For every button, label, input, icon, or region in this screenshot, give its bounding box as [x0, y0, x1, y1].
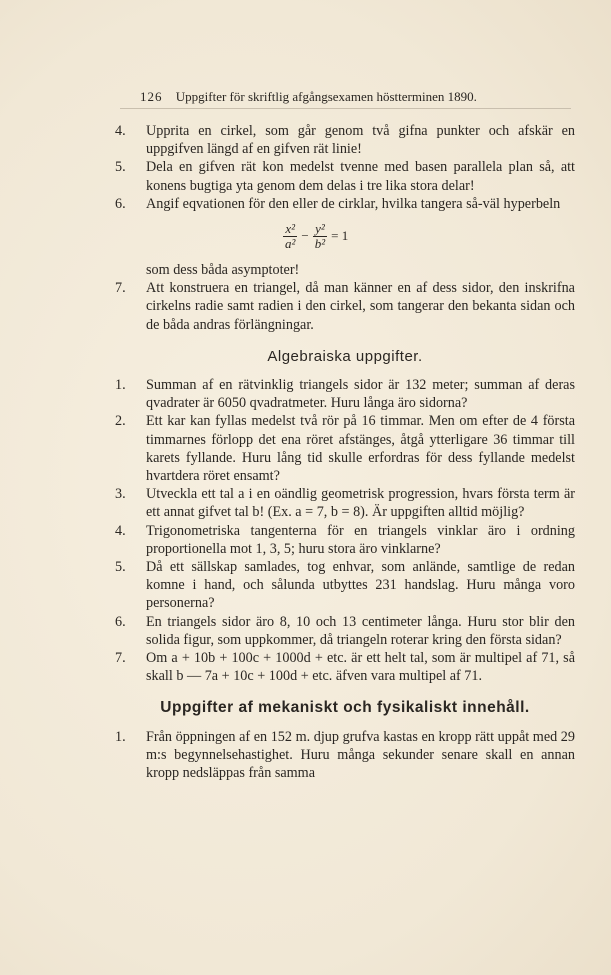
a-squared: a²	[285, 235, 296, 251]
x-fraction	[283, 222, 297, 251]
problem-number: 1.	[115, 377, 126, 394]
problem-item	[115, 376, 575, 412]
mechanics-heading: Uppgifter af mekaniskt och fysikaliskt innehåll.	[160, 699, 530, 717]
algebra-heading: Algebraiska uppgifter.	[267, 347, 423, 365]
running-header	[140, 89, 560, 105]
problem-text: Att konstruera en triangel, då man känner en af dess sidor, den inskrifna cirkelns radie samt radien i den cirkel, som tangerar den bekanta sidan och de båda andras förlängningar.	[146, 280, 575, 333]
problem-text: Ett kar kan fyllas medelst två rör på 16 timmar. Men om efter de 4 första timmarnes förlopp det ena röret afstänges, åtgå ytterligare 36 timmar till karets fyllande. Huru lång tid skulle erfordras för dess fyllande medelst hvartdera röret ensamt?	[146, 413, 575, 485]
problem-text: Från öppningen af en 152 m. djup grufva kastas en kropp rätt uppåt med 29 m:s begynnelsehastighet. Huru många sekunder senare skall en annan kropp nedsläppas från samma	[146, 728, 575, 782]
problem-number: 3.	[115, 486, 126, 503]
problem-number: 6.	[115, 613, 126, 630]
problem-number: 5.	[115, 559, 126, 576]
problem-item	[115, 558, 575, 613]
problem-number: 2.	[115, 413, 126, 430]
problem-text: Då ett sällskap samlades, tog enhvar, som anlände, samtlige de redan komne i hand, och sålunda utbyttes 231 handslag. Huru många voro personerna?	[146, 559, 575, 612]
problem-item	[115, 522, 575, 558]
x-squared: x²	[285, 220, 296, 236]
problem-text: Summan af en rätvinklig triangels sidor är 132 meter; summan af deras qvadrater är 6050 qvadratmeter. Huru långa äro sidorna?	[146, 377, 575, 412]
problem-text: Angif eqvationen för den eller de cirklar, hvilka tangera så-väl hyperbeln	[146, 195, 561, 212]
problem-number: 5.	[115, 159, 126, 176]
problem-text: Om a + 10b + 100c + 1000d + etc. är ett helt tal, som är multipel af 71, så skall b — 7a + 10c + 100d + etc. äfven vara multipel af 71.	[146, 650, 575, 685]
problem-item	[115, 158, 575, 194]
problem-text: En triangels sidor äro 8, 10 och 13 centimeter långa. Huru stor blir den solida figur, som uppkommer, då triangeln roterar kring den första sidan?	[146, 613, 575, 648]
problem-number: 7.	[115, 650, 126, 667]
problem-item	[115, 485, 575, 521]
b-squared: b²	[314, 235, 326, 251]
problem-number: 6.	[115, 195, 126, 212]
problem-text: Trigonometriska tangenterna för en triangels vinklar äro i ordning proportionella mot 1, 3, 5; huru stora äro vinklarne?	[146, 522, 575, 557]
minus-sign: −	[301, 227, 309, 243]
hyperbola-equation	[283, 219, 575, 253]
equals-one: = 1	[331, 227, 349, 243]
running-title: Uppgifter för skriftlig afgångsexamen höstterminen 1890.	[175, 89, 477, 104]
page-number: 126	[140, 89, 163, 104]
problem-text: Utveckla ett tal a i en oändlig geometrisk progression, hvars första term är ett annat gifvet tal b! (Ex. a = 7, b = 8). Är uppgiften alltid möjlig?	[146, 486, 575, 521]
problem-text: Dela en gifven rät kon medelst tvenne med basen parallela plan så, att konens bugtiga yta genom dem delas i tre lika stora delar!	[146, 159, 575, 194]
problem-item	[115, 649, 575, 685]
problem-item	[115, 279, 575, 334]
problem-item	[115, 613, 575, 649]
formula-continuation: som dess båda asymptoter!	[146, 262, 300, 279]
y-fraction	[313, 222, 327, 251]
problem-item	[115, 728, 575, 783]
problem-item	[115, 412, 575, 485]
problem-number: 7.	[115, 280, 126, 297]
problem-number: 1.	[115, 728, 126, 745]
problem-item	[115, 122, 575, 158]
y-squared: y²	[315, 220, 325, 236]
problem-text: Upprita en cirkel, som går genom två gifna punkter och afskär en uppgifven längd af en gifven rät linie!	[146, 123, 575, 158]
problem-number: 4.	[115, 123, 126, 139]
page-content	[115, 122, 575, 782]
header-rule	[120, 108, 571, 109]
problem-item	[115, 195, 575, 213]
problem-number: 4.	[115, 522, 126, 539]
